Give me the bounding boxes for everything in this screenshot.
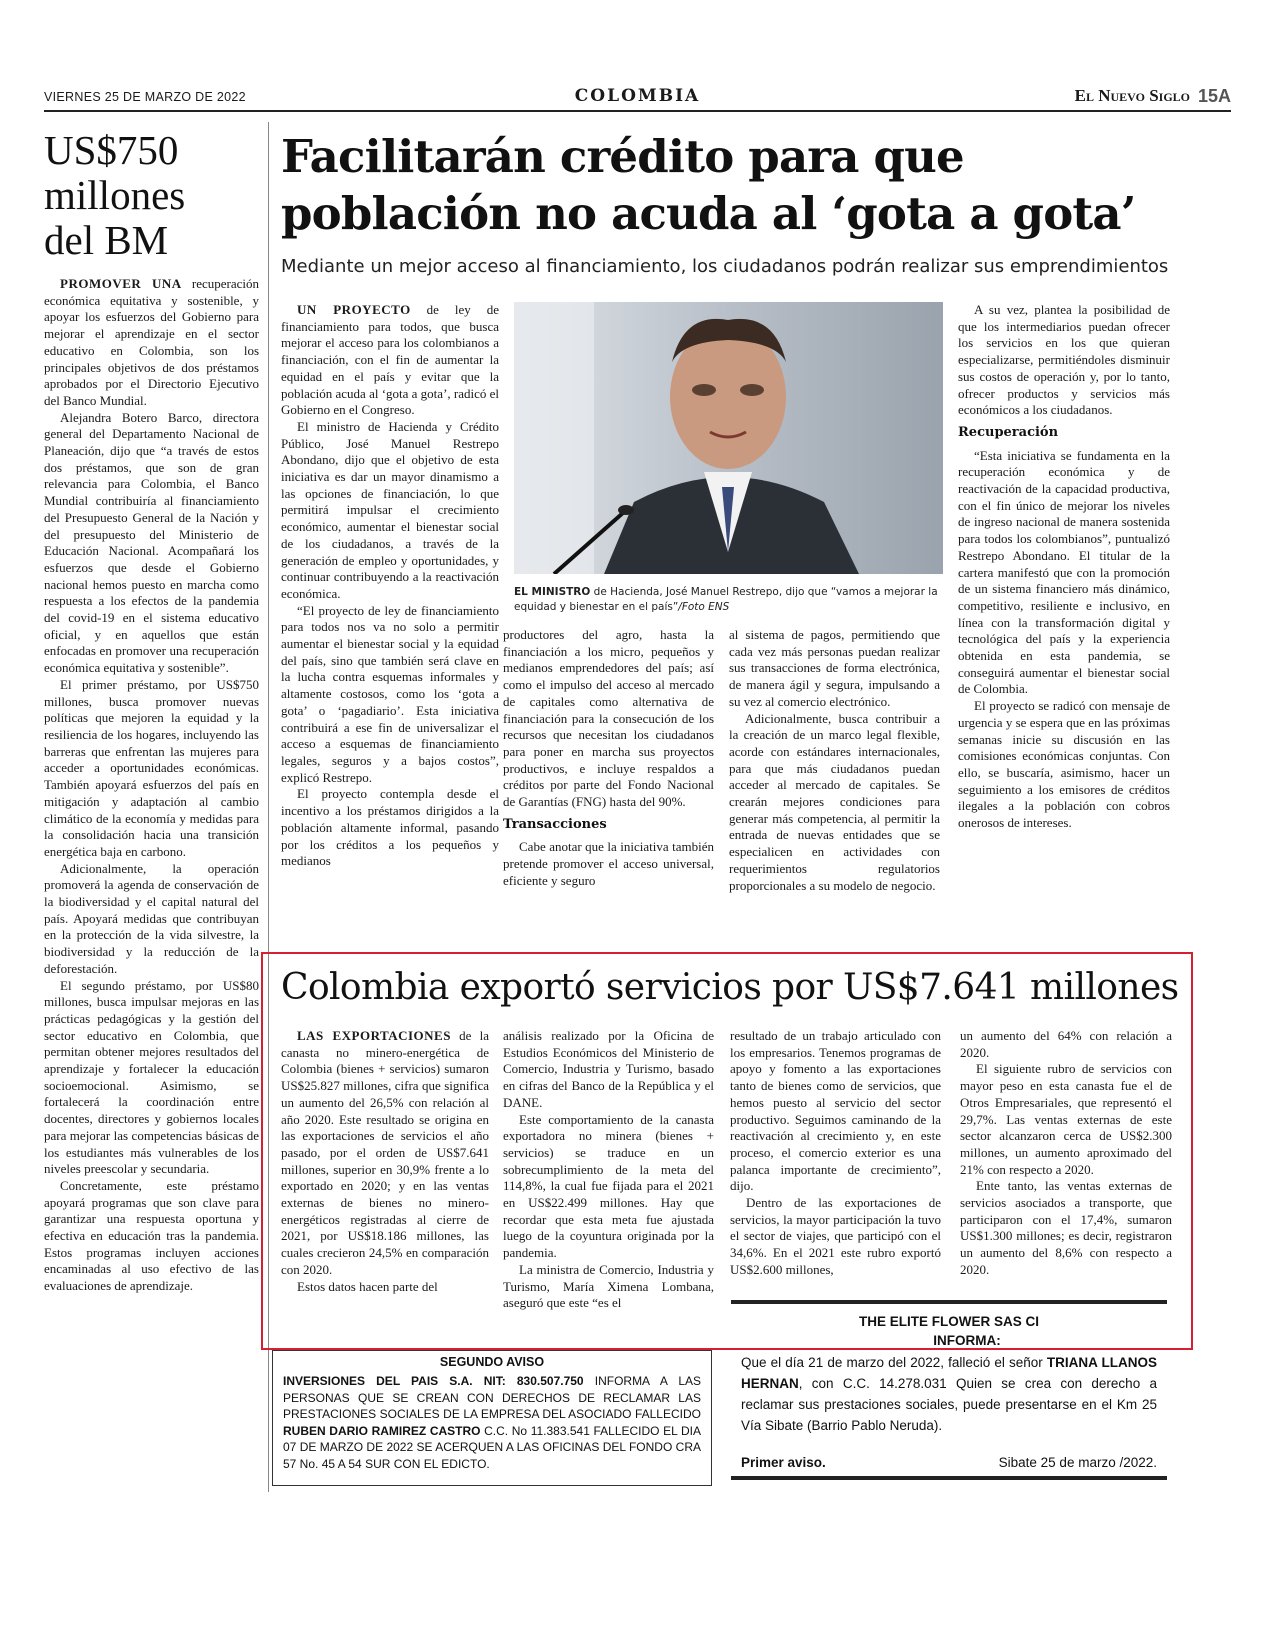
notice-text: C.C. No 11.383.541 FALLECIDO EL DIA 07 DE MARZO DE 2022 SE ACERQUEN A LAS OFICINAS DEL FONDO CRA 57 No. 45 A 54 SUR CON EL EDICTO.: [283, 1423, 701, 1471]
sidebar-paragraph: Alejandra Botero Barco, directora general del Departamento Nacional de Planeación, dijo que “a través de estos dos préstamos, que son de gran relevancia para Colombia, el Banco Mundial contribuiría al financiamiento del Presupuesto General de la Nación y del presupuesto del Ministerio de Educación Nacional. Acompañará los esfuerzos que desde el Gobierno nacional hemos puesto en marcha como respuesta a los efectos de la pandemia del covid-19 en el sistema educativo oficial, y en aquellos que están enfocadas en promover una recuperación económica equitativa y sostenible”.: [44, 409, 259, 676]
exports-column-3: [730, 1028, 941, 1279]
main-headline: [281, 128, 1231, 242]
main-paragraph: El proyecto contempla desde el incentivo a los préstamos dirigidos a la población altamente informal, pasando por los créditos a los pequeños y medianos: [281, 786, 499, 869]
exports-column-2: [503, 1028, 714, 1312]
notice-elite-flower: [731, 1300, 1167, 1480]
main-paragraph: al sistema de pagos, permitiendo que cada vez más personas puedan realizar sus transacciones de forma electrónica, de manera ágil y segura, impulsando a su vez al comercio electrónico.: [729, 627, 940, 709]
notice-body: [741, 1352, 1157, 1436]
section-name: COLOMBIA: [574, 86, 701, 106]
sidebar-paragraph: El segundo préstamo, por US$80 millones, busca impulsar mejoras en las prácticas pedagógicas y la gestión del sector educativo en Colombia, que permitan obtener mejores resultados del aprendizaje y fortalecer la educación socioemocional. Asimismo, se fortalecerá la coordinación entre docentes, directores y gobiernos locales para mejorar las competencias básicas de los estudiantes más vulnerables de los niveles preescolar y secundaria.: [44, 977, 259, 1177]
notice-segundo-aviso: [272, 1350, 712, 1486]
main-paragraph: de ley de financiamiento para todos, que busca mejorar el acceso para los colombianos a financiación, con el fin de aumentar la equidad en el país y evitar que la población acuda al ‘gota a gota’, radicó el Gobierno en el Congreso.: [281, 302, 500, 418]
sidebar-paragraph: Concretamente, este préstamo apoyará programas que son clave para garantizar una respuesta oportuna y efectiva en educación tras la pandemia. Estos programas incluyen acciones encaminadas al uso efectivo de las evaluaciones de aprendizaje.: [44, 1177, 259, 1294]
header-rule: [44, 110, 1231, 112]
exports-paragraph: La ministra de Comercio, Industria y Turismo, María Ximena Lombana, aseguró que este “es el: [503, 1261, 714, 1311]
main-column-1: [281, 302, 499, 870]
main-column-4: [958, 302, 1170, 832]
exports-paragraph: El siguiente rubro de servicios con mayor peso en esta canasta fue el de Otros Empresariales, que representó el 29,7%. Las ventas externas de este sector alcanzaron cerca de US$2.300 millones, un aumento aproximado del 21% con respecto a 2020.: [960, 1061, 1172, 1177]
notice-deceased: TRIANA LLANOS HERNAN: [741, 1355, 1157, 1391]
caption-text: de Hacienda, José Manuel Restrepo, dijo que “vamos a mejorar la equidad y bienestar en el país”: [514, 586, 938, 613]
main-column-3: [729, 627, 940, 894]
notice-company-name: THE ELITE FLOWER SAS CI: [858, 1314, 1039, 1329]
sidebar-paragraph: El primer préstamo, por US$750 millones, busca promover nuevas políticas que mejoren la equidad y la resiliencia de los hogares, incluyendo las barreras que enfrentan las mujeres para acceder a oportunidades económicas. También apoyará esfuerzos del país en mitigación y adaptación al cambio climático de la economía y medidas para la consolidación hacia una transición energética baja en carbono.: [44, 676, 259, 859]
newspaper-brand: El Nuevo Siglo: [1074, 86, 1190, 105]
notice-footer-left: Primer aviso.: [741, 1455, 826, 1470]
minister-photo: [514, 302, 943, 574]
main-paragraph: A su vez, plantea la posibilidad de que los intermediarios puedan ofrecer los servicios en los que quieran especializarse, permitiéndoles disminuir sus costos de operación y, por lo tanto, ofrecer productos y servicios más económicos a los ciudadanos.: [958, 302, 1170, 418]
exports-column-4: [960, 1028, 1172, 1279]
notice-text: INFORMA A LAS PERSONAS QUE SE CREAN CON DERECHOS DE RECLAMAR LAS PRESTACIONES SOCIALES DE LA EMPRESA DEL ASOCIADO FALLECIDO: [283, 1374, 702, 1421]
exports-paragraph: resultado de un trabajo articulado con los empresarios. Tenemos programas de apoyo y fomento a las exportaciones tanto de bienes como de servicios, que hemos puesto al servicio del sector productivo. Seguimos caminando de la reactivación al crecimiento y, en este proceso, el comercio exterior es una palanca importante de crecimiento”, dijo.: [730, 1028, 941, 1194]
exports-paragraph: Dentro de las exportaciones de servicios, la mayor participación la tuvo el sector de viajes, que participó con el 34,6%. En el 2021 este rubro exportó US$2.600 millones,: [730, 1195, 941, 1277]
main-paragraph: El ministro de Hacienda y Crédito Público, José Manuel Restrepo Abondano, dijo que el objetivo de esta iniciativa es dar un mayor dinamismo a las opciones de financiación, lo que permitirá impulsar el crecimiento económico, aumentar el bienestar social de los ciudadanos, a través de la generación de empleo y oportunidades, y continuar contribuyendo a la reactivación económica.: [281, 418, 499, 601]
minister-photo-illustration: [514, 302, 943, 574]
photo-caption: [514, 585, 943, 615]
main-lead: UN PROYECTO: [297, 302, 411, 317]
notice-company: INVERSIONES DEL PAIS S.A. NIT: 830.507.750: [283, 1374, 584, 1388]
main-paragraph: “El proyecto de ley de financiamiento para todos nos va no solo a permitir aumentar el bienestar social y la equidad del país, sino que también será clave en la lucha contra esquemas informales y altamente costosos, como los ‘gota a gota’ o ‘pagadiario’. Esta iniciativa contribuirá a ese fin de universalizar el acceso a esquemas de financiamiento legales, seguros y a bajos costos”, explicó Restrepo.: [281, 602, 499, 785]
page-number: 15A: [1197, 86, 1231, 106]
exports-paragraph: un aumento del 64% con relación a 2020.: [960, 1028, 1172, 1060]
main-paragraph: Cabe anotar que la iniciativa también pretende promover el acceso universal, eficiente y seguro: [503, 839, 714, 888]
sidebar-headline-line: millones: [44, 172, 186, 218]
main-paragraph: Adicionalmente, busca contribuir a la creación de un marco legal flexible, acorde con estándares internacionales, para que más ciudadanos puedan acceder al mercado de capitales. Se crearán mejores condiciones para generar más competencia, al permitir la entrada de nuevas entidades que se especialicen en actividades con requerimientos regulatorios proporcionales a su modelo de negocio.: [729, 710, 940, 893]
exports-paragraph: de la canasta no minero-energética de Colombia (bienes + servicios) sumaron US$25.827 millones, cifra que significa un aumento del 26,5% con relación al año 2020. Este resultado se origina en las exportaciones de servicios el año pasado, por el orden de US$7.641 millones, superior en 30,9% frente a lo exportado en 2020; y en las ventas externas de bienes no minero-energéticos registradas al cierre de 2021, por US$18.186 millones, las cuales crecieron 24,5% en comparación con 2020.: [281, 1028, 489, 1277]
notice-footer: [741, 1455, 1157, 1470]
notice-informa: INFORMA:: [933, 1333, 1001, 1348]
notice-deceased: RUBEN DARIO RAMIREZ CASTRO: [283, 1423, 481, 1438]
main-paragraph: productores del agro, hasta la financiación a los micro, pequeños y medianos emprendedores del país; así como el impulso del acceso al mercado de capitales como alternativa de financiación para la consecución de los recursos que necesitan los ciudadanos para poner en marcha sus proyectos productivos, e incluye respaldos a créditos por parte del Fondo Nacional de Garantías (FNG) hasta del 90%.: [503, 627, 714, 810]
exports-headline: Colombia exportó servicios por US$7.641 millones: [281, 967, 1179, 1008]
sidebar-lead: PROMOVER UNA: [60, 276, 182, 291]
main-headline-line: Facilitarán crédito para que: [281, 130, 964, 183]
main-subtitle: Mediante un mejor acceso al financiamiento, los ciudadanos podrán realizar sus emprendimientos: [281, 256, 1169, 277]
caption-lead: EL MINISTRO: [514, 586, 591, 598]
header-date: VIERNES 25 DE MARZO DE 2022: [44, 90, 246, 104]
sidebar-headline: [44, 128, 259, 263]
sidebar-headline-line: US$750: [44, 127, 179, 173]
exports-paragraph: Este comportamiento de la canasta exportadora no minera (bienes + servicios) se traduce en un sobrecumplimiento de la meta del 114,8%, la cual fue fijada para el 2021 en US$22.499 millones. Hay que recordar que esta meta fue ajustada luego de la coyuntura originada por la pandemia.: [503, 1111, 714, 1261]
exports-paragraph: Ente tanto, las ventas externas de servicios asociados a transporte, que participaron con el 17,4%, sumaron US$1.300 millones; es decir, registraron un aumento del 8,6% con respecto a 2020.: [960, 1178, 1172, 1277]
subheading-transacciones: Transacciones: [503, 816, 607, 832]
sidebar-paragraph: recuperación económica equitativa y sostenible, y apoyar los esfuerzos del Gobierno para mejorar el aprendizaje en el sector educativo en Colombia, son los principales objetivos de dos préstamos aprobados por el Directorio Ejecutivo del Banco Mundial.: [44, 276, 259, 408]
exports-column-1: [281, 1028, 489, 1295]
notice-text: , con C.C. 14.278.031 Quien se crea con derecho a reclamar sus prestaciones sociales, puede presentarse en el Km 25 Vía Sibate (Barrio Pablo Neruda).: [741, 1376, 1157, 1433]
exports-paragraph: Estos datos hacen parte del: [297, 1278, 438, 1294]
exports-lead: LAS EXPORTACIONES: [297, 1028, 451, 1043]
photo-credit: /Foto ENS: [678, 601, 730, 613]
main-column-2: [503, 627, 714, 890]
main-paragraph: El proyecto se radicó con mensaje de urgencia y se espera que en las próximas semanas inicie su discusión en las comisiones económicas conjuntas. Con ello, se buscaría, asimismo, hacer un seguimiento a los emisores de créditos ilegales a la población con cobros onerosos de intereses.: [958, 698, 1170, 831]
notice-text: Que el día 21 de marzo del 2022, falleció el señor: [741, 1355, 1047, 1370]
sidebar-headline-line: del BM: [44, 217, 169, 263]
notice-title: SEGUNDO AVISO: [439, 1355, 545, 1369]
notice-footer-right: Sibate 25 de marzo /2022.: [998, 1455, 1157, 1470]
sidebar-paragraph: Adicionalmente, la operación promoverá la agenda de conservación de la biodiversidad y el capital natural del país. Apoyará medidas que contribuyan en la protección de la vida silvestre, la biodiversidad y la reducción de la deforestación.: [44, 860, 259, 976]
exports-paragraph: análisis realizado por la Oficina de Estudios Económicos del Ministerio de Comercio, Industria y Turismo, basado en cifras del Banco de la República y el DANE.: [503, 1028, 714, 1110]
main-headline-line: población no acuda al ‘gota a gota’: [281, 187, 1136, 240]
sidebar-article-body: [44, 276, 259, 1295]
subheading-recuperacion: Recuperación: [958, 424, 1059, 440]
main-paragraph: “Esta iniciativa se fundamenta en la recuperación económica y de reactivación de la capacidad productiva, con el fin único de mejorar los niveles de ingreso nacional de manera sostenida para todos los colombianos”, puntualizó Restrepo Abondano. El titular de la cartera manifestó que con la promoción de un sistema financiero más dinámico, competitivo, resiliente e inclusivo, en línea con la transformación digital y tecnológica del país y la experiencia obtenida en esta pandemia, se conseguirá aumentar el bienestar social de Colombia.: [958, 447, 1170, 697]
